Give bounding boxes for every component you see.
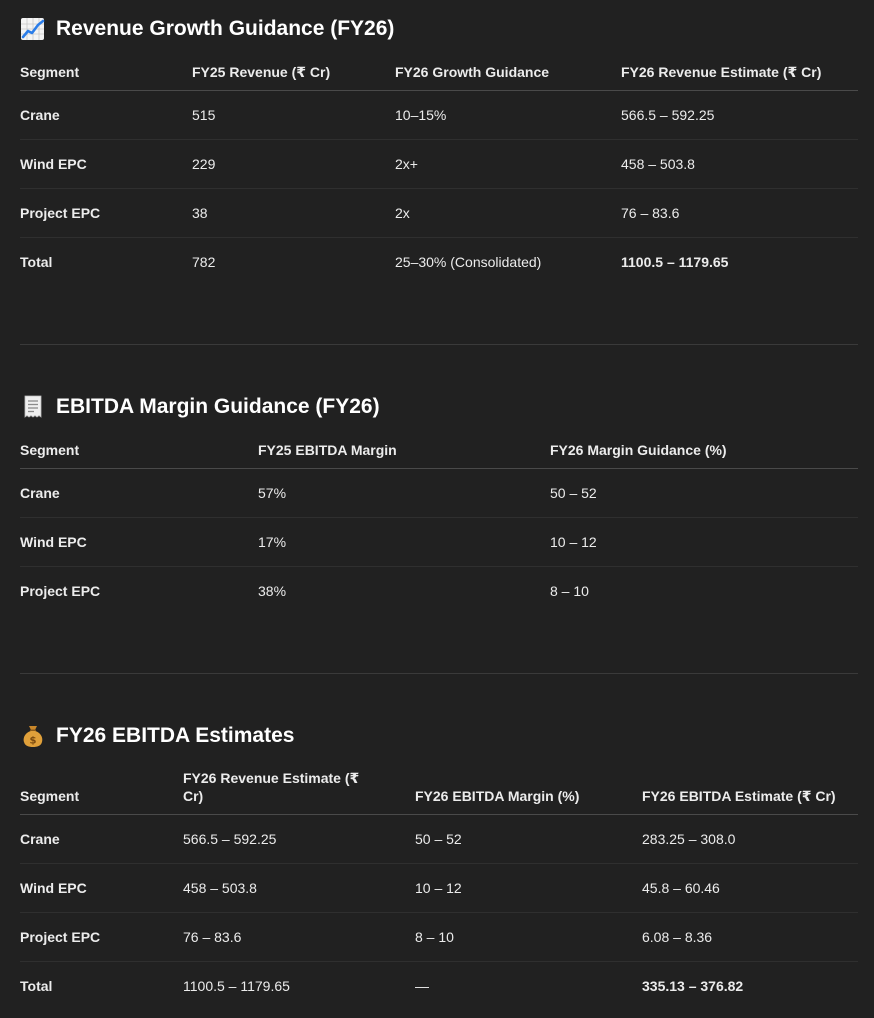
section-title-ebitda-estimates <box>20 723 294 749</box>
table-row <box>20 139 858 188</box>
table-cell: 458 – 503.8 <box>183 863 415 912</box>
table-cell: Total <box>20 977 53 994</box>
table-row-total <box>20 237 858 286</box>
table-cell: Crane <box>20 468 258 517</box>
money-bag-emoji-icon <box>20 723 46 749</box>
table-cell: 76 – 83.6 <box>183 912 415 961</box>
table-cell: 57% <box>258 468 550 517</box>
table-cell: Wind EPC <box>20 517 258 566</box>
ebitda-margin-table <box>20 433 858 615</box>
table-cell: 50 – 52 <box>415 814 642 863</box>
revenue-growth-table <box>20 55 858 286</box>
table-row <box>20 468 858 517</box>
column-header: Segment <box>20 433 258 468</box>
section-title-text: FY26 EBITDA Estimates <box>56 724 295 747</box>
table-cell: 8 – 10 <box>550 582 589 599</box>
table-cell: 10–15% <box>395 90 621 139</box>
table-row <box>20 814 858 863</box>
table-cell: 45.8 – 60.46 <box>642 863 858 912</box>
section-divider <box>20 673 858 674</box>
table-row <box>20 517 858 566</box>
table-cell: 38 <box>192 188 395 237</box>
section-title-revenue-growth <box>20 16 394 42</box>
chart-increasing-emoji-icon <box>20 16 46 42</box>
table-cell: 76 – 83.6 <box>621 188 858 237</box>
table-cell: 1100.5 – 1179.65 <box>183 977 290 994</box>
table-header-row <box>20 762 858 814</box>
section-title-text: Revenue Growth Guidance (FY26) <box>56 17 395 40</box>
table-cell: 229 <box>192 139 395 188</box>
table-row <box>20 188 858 237</box>
column-header: FY25 Revenue (₹ Cr) <box>192 55 395 90</box>
column-header: FY26 Revenue Estimate (₹ Cr) <box>621 55 858 90</box>
table-cell: 335.13 – 376.82 <box>642 977 744 994</box>
table-cell: Wind EPC <box>20 139 192 188</box>
table-cell: 458 – 503.8 <box>621 139 858 188</box>
column-header: Segment <box>20 55 192 90</box>
receipt-emoji-icon <box>20 394 46 420</box>
table-cell: Project EPC <box>20 188 192 237</box>
table-cell: 283.25 – 308.0 <box>642 814 858 863</box>
svg-text:$: $ <box>29 735 37 747</box>
ebitda-estimates-table <box>20 762 858 1010</box>
column-header: FY26 Growth Guidance <box>395 55 621 90</box>
column-header: Segment <box>20 762 183 814</box>
table-cell: 566.5 – 592.25 <box>621 90 858 139</box>
table-row-total <box>20 961 858 1010</box>
table-cell: 25–30% (Consolidated) <box>395 253 542 270</box>
column-header: FY26 Revenue Estimate (₹ Cr) <box>183 762 415 814</box>
column-header: FY26 EBITDA Estimate (₹ Cr) <box>642 762 858 814</box>
table-cell: 2x+ <box>395 139 621 188</box>
table-cell: — <box>415 977 429 994</box>
table-cell: 6.08 – 8.36 <box>642 912 858 961</box>
column-header: FY26 Margin Guidance (%) <box>550 433 858 468</box>
table-cell: 17% <box>258 517 550 566</box>
table-cell: Project EPC <box>20 582 101 599</box>
table-header-row <box>20 55 858 90</box>
table-cell: 566.5 – 592.25 <box>183 814 415 863</box>
table-cell: Project EPC <box>20 912 183 961</box>
table-cell: 782 <box>192 253 216 270</box>
table-cell: Crane <box>20 90 192 139</box>
table-row <box>20 566 858 615</box>
section-title-text: EBITDA Margin Guidance (FY26) <box>56 395 380 418</box>
table-cell: 1100.5 – 1179.65 <box>621 253 729 270</box>
table-cell: 10 – 12 <box>550 517 858 566</box>
section-divider <box>20 344 858 345</box>
column-header: FY26 EBITDA Margin (%) <box>415 762 642 814</box>
table-cell: 50 – 52 <box>550 468 858 517</box>
section-title-ebitda-margin <box>20 394 380 420</box>
table-header-row <box>20 433 858 468</box>
column-header: FY25 EBITDA Margin <box>258 433 550 468</box>
table-cell: 2x <box>395 188 621 237</box>
table-row <box>20 863 858 912</box>
table-cell: Wind EPC <box>20 863 183 912</box>
table-cell: 515 <box>192 90 395 139</box>
table-cell: 38% <box>258 582 287 599</box>
table-row <box>20 90 858 139</box>
table-cell: 8 – 10 <box>415 912 642 961</box>
table-cell: Crane <box>20 814 183 863</box>
table-row <box>20 912 858 961</box>
table-cell: 10 – 12 <box>415 863 642 912</box>
table-cell: Total <box>20 253 53 270</box>
